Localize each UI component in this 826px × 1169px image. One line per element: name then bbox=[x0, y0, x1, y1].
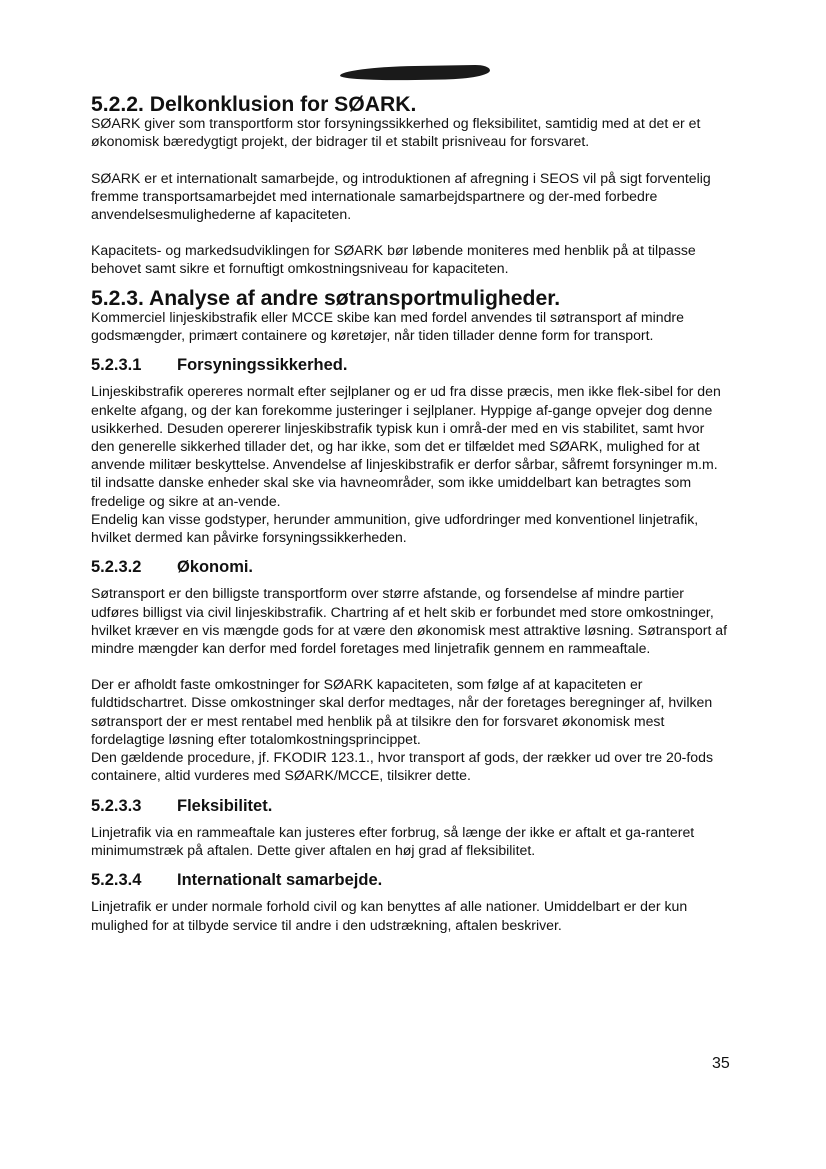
paragraph: Søtransport er den billigste transportform over større afstande, og forsendelse af mindre partier udføres billigst via civil linjeskibstrafik. Chartring af et helt skib er forbundet med store omkostninger, hvilket kræver en vis mængde gods for at være den økonomisk mest attraktive løsning. Søtransport af mindre mængder kan derfor med fordel foretages med linjetrafik gennem en rammeaftale. bbox=[91, 585, 728, 657]
heading-5-2-3: 5.2.3. Analyse af andre søtransportmuligheder. bbox=[91, 286, 561, 310]
section-number: 5.2.3.1 bbox=[91, 356, 142, 375]
section-title: Økonomi. bbox=[177, 558, 254, 577]
paragraph: Der er afholdt faste omkostninger for SØARK kapaciteten, som følge af at kapaciteten er fuldtidschartret. Disse omkostninger skal derfor medtages, når der foretages beregninger af, hvilken søtransport der er mest rentabel med henblik på at tilsikre den for forsvaret økonomisk mest fordelagtige løsning efter totalomkostningsprincippet. bbox=[91, 676, 713, 747]
paragraph: Endelig kan visse godstyper, herunder ammunition, give udfordringer med konventionel linjetrafik, hvilket dermed kan påvirke forsyningssikkerheden. bbox=[91, 510, 699, 546]
section-number: 5.2.3.2 bbox=[91, 558, 142, 577]
page-number: 35 bbox=[712, 1055, 730, 1072]
heading-5-2-3-3 bbox=[91, 797, 731, 815]
paragraph: SØARK er et internationalt samarbejde, og introduktionen af afregning i SEOS vil på sigt forventelig fremme transportsamarbejdet med internationale samarbejdspartnere og der-med forbedre anvendelsesmulighederne af kapaciteten. bbox=[91, 169, 711, 223]
document-body bbox=[91, 93, 731, 934]
heading-5-2-3-4 bbox=[91, 871, 731, 889]
heading-5-2-3-2 bbox=[91, 558, 731, 576]
section-number: 5.2.3.4 bbox=[91, 871, 142, 890]
paragraph: Linjetrafik er under normale forhold civil og kan benyttes af alle nationer. Umiddelbart er der kun mulighed for at tilbyde service til andre i den udstrækning, aftalen beskriver. bbox=[91, 898, 688, 933]
heading-5-2-2: 5.2.2. Delkonklusion for SØARK. bbox=[91, 93, 417, 116]
redaction-mark bbox=[340, 65, 490, 82]
section-title: Forsyningssikkerhed. bbox=[177, 356, 348, 375]
section-title: Internationalt samarbejde. bbox=[177, 871, 383, 890]
section-number: 5.2.3.3 bbox=[91, 796, 142, 815]
paragraph: Linjetrafik via en rammeaftale kan justeres efter forbrug, så længe der ikke er aftalt et ga-ranteret minimumstræk på aftalen. Dette giver aftalen en høj grad af fleksibilitet. bbox=[91, 823, 695, 858]
paragraph: Den gældende procedure, jf. FKODIR 123.1., hvor transport af gods, der rækker ud over tre 20-fods containere, altid vurderes med SØARK/MCCE, tilsikrer dette. bbox=[91, 749, 714, 784]
paragraph: Kapacitets- og markedsudviklingen for SØARK bør løbende moniteres med henblik på at tilpasse behovet samt sikre et fornuftigt omkostningsniveau for kapaciteten. bbox=[91, 242, 696, 277]
paragraph: SØARK giver som transportform stor forsyningssikkerhed og fleksibilitet, samtidig med at det er et økonomisk bæredygtigt projekt, der bidrager til et stabilt prisniveau for forsvaret. bbox=[91, 115, 701, 150]
paragraph: Kommerciel linjeskibstrafik eller MCCE skibe kan med fordel anvendes til søtransport af mindre godsmængder, primært containere og køretøjer, når tiden tillader denne form for transport. bbox=[91, 308, 684, 344]
paragraph: Linjeskibstrafik opereres normalt efter sejlplaner og er ud fra disse præcis, men ikke flek-sibel for den enkelte afgang, og der kan forekomme justeringer i sejlplaner. Hyppige af-gange opvejer dog denne usikkerhed. Desuden opererer linjeskibstrafik typisk kun i områ-der med en vis stabilitet, samt hvor den generelle sikkerhed tillader det, og har ikke, som det er tilfældet med SØARK, mulighed for at anvende militær beskyttelse. Anvendelse af linjeskibstrafik er derfor sårbar, såfremt forsyninger m.m. til indsatte danske enheder skal ske via havneområder, som ikke umiddelbart kan betragtes som fredelige og sikre at an-vende. bbox=[91, 383, 721, 509]
heading-5-2-3-1 bbox=[91, 356, 731, 374]
section-title: Fleksibilitet. bbox=[177, 796, 273, 815]
